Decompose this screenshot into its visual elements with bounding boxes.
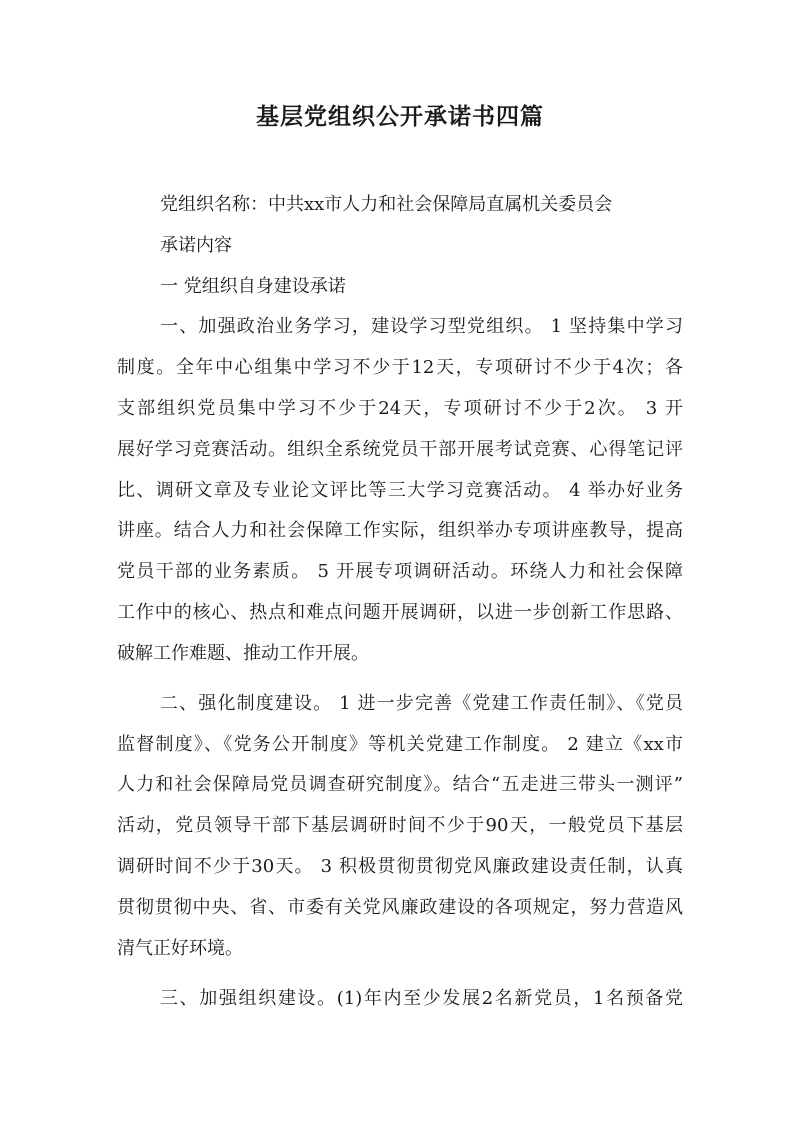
section-heading: 一 党组织自身建设承诺 [160, 276, 346, 297]
paragraph-1-line-6: 讲座。结合人力和社会保障工作实际，组织举办专项讲座教导，提高 [117, 520, 683, 541]
paragraph-2-line-5: 调研时间不少于30天。 3 积极贯彻贯彻党风廉政建设责任制，认真 [117, 856, 683, 877]
paragraph-1-line-7: 党员干部的业务素质。 5 开展专项调研活动。环绕人力和社会保障 [117, 561, 683, 582]
paragraph-2-line-4: 活动，党员领导干部下基层调研时间不少于90天，一般党员下基层 [117, 815, 683, 836]
paragraph-1-line-8: 工作中的核心、热点和难点问题开展调研，以进一步创新工作思路、 [117, 602, 683, 623]
paragraph-2-line-3: 人力和社会保障局党员调查研究制度》。结合“五走进三带头一测评” [117, 774, 683, 795]
paragraph-1-line-5: 比、调研文章及专业论文评比等三大学习竞赛活动。 4 举办好业务 [117, 480, 683, 501]
paragraph-1-line-2: 制度。全年中心组集中学习不少于12天，专项研讨不少于4次；各 [117, 357, 683, 378]
paragraph-1-line-4: 展好学习竞赛活动。组织全系统党员干部开展考试竞赛、心得笔记评 [117, 439, 683, 460]
paragraph-1-line-3: 支部组织党员集中学习不少于24天，专项研讨不少于2次。 3 开 [117, 398, 683, 419]
paragraph-1-line-1: 一、加强政治业务学习，建设学习型党组织。 1 坚持集中学习 [160, 316, 683, 337]
paragraph-1-line-9: 破解工作难题、推动工作开展。 [117, 643, 369, 664]
paragraph-2-line-1: 二、强化制度建设。 1 进一步完善《党建工作责任制》、《党员 [160, 693, 683, 714]
commitment-heading: 承诺内容 [160, 235, 232, 256]
paragraph-2-line-7: 清气正好环境。 [117, 938, 243, 959]
paragraph-2-line-6: 贯彻贯彻中央、省、市委有关党风廉政建设的各项规定，努力营造风 [117, 897, 683, 918]
paragraph-2-line-2: 监督制度》、《党务公开制度》等机关党建工作制度。 2 建立《xx市 [117, 734, 683, 755]
document-title: 基层党组织公开承诺书四篇 [256, 103, 544, 130]
paragraph-3-line-1: 三、加强组织建设。(1)年内至少发展2名新党员，1名预备党 [160, 988, 683, 1009]
org-name-line: 党组织名称：中共xx市人力和社会保障局直属机关委员会 [160, 194, 613, 215]
